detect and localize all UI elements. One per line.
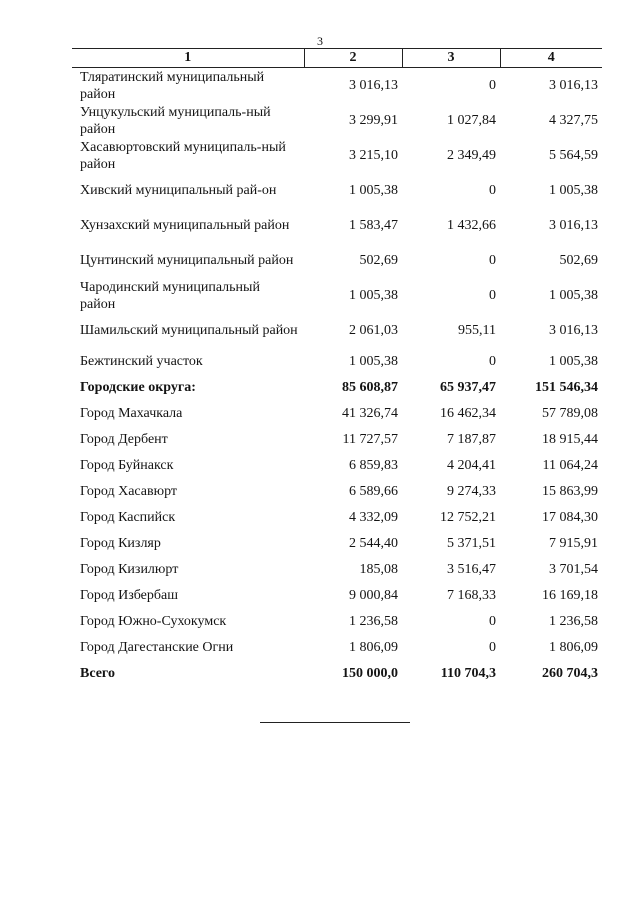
row-name-cell: Всего <box>80 665 115 681</box>
row-name-cell: Бежтинский участок <box>80 353 203 369</box>
column-header-4: 4 <box>500 49 602 68</box>
row-value-col2: 2 061,03 <box>349 323 398 338</box>
table-row <box>72 68 602 104</box>
table-row <box>72 348 602 374</box>
row-value-col2: 1 236,58 <box>349 613 398 629</box>
row-name-cell: Город Избербаш <box>80 587 178 603</box>
table-row <box>72 452 602 478</box>
table-row <box>72 504 602 530</box>
row-name-cell: Городские округа: <box>80 379 196 395</box>
table-header <box>72 49 602 68</box>
row-value-col2: 1 005,38 <box>349 353 398 369</box>
table-row <box>72 582 602 608</box>
row-value-col4: 4 327,75 <box>549 113 598 128</box>
closing-rule <box>260 722 410 723</box>
table-row <box>72 313 602 348</box>
row-value-col2: 2 544,40 <box>349 535 398 551</box>
row-value-col4: 3 016,13 <box>549 323 598 338</box>
row-name-cell: Чародинский муниципальный район <box>80 279 260 312</box>
row-name-cell: Хунзахский муниципальный район <box>80 218 290 233</box>
row-value-col2: 3 016,13 <box>349 78 398 93</box>
table-row <box>72 278 602 313</box>
table-row <box>72 478 602 504</box>
row-value-col3: 7 168,33 <box>447 587 496 603</box>
row-value-col4: 1 005,38 <box>549 183 598 198</box>
table-row <box>72 530 602 556</box>
row-value-col2: 1 005,38 <box>349 183 398 198</box>
row-value-col4: 15 863,99 <box>542 483 598 499</box>
row-name-cell: Город Каспийск <box>80 509 176 525</box>
row-name-cell: Город Кизляр <box>80 535 161 551</box>
row-value-col2: 150 000,0 <box>342 665 398 681</box>
row-value-col2: 1 005,38 <box>349 288 398 303</box>
row-value-col4: 17 084,30 <box>542 509 598 525</box>
row-value-col4: 260 704,3 <box>542 665 598 681</box>
row-value-col2: 3 215,10 <box>349 148 398 163</box>
table-row <box>72 173 602 208</box>
row-value-col3: 0 <box>489 639 496 655</box>
row-value-col3: 7 187,87 <box>447 431 496 447</box>
row-name-cell: Цунтинский муниципальный район <box>80 253 294 268</box>
row-value-col2: 9 000,84 <box>349 587 398 603</box>
table-row <box>72 556 602 582</box>
row-value-col4: 18 915,44 <box>542 431 598 447</box>
row-name-cell: Хасавюртовский муниципаль-ный район <box>80 139 286 172</box>
row-value-col2: 1 806,09 <box>349 639 398 655</box>
table-row <box>72 138 602 173</box>
row-value-col3: 0 <box>489 613 496 629</box>
row-value-col3: 0 <box>489 78 496 93</box>
row-value-col2: 502,69 <box>359 253 398 268</box>
row-name-cell: Город Дербент <box>80 431 168 447</box>
allocation-table <box>72 48 602 686</box>
row-value-col3: 1 432,66 <box>447 218 496 233</box>
row-value-col3: 3 516,47 <box>447 561 496 577</box>
row-value-col2: 3 299,91 <box>349 113 398 128</box>
row-value-col3: 12 752,21 <box>440 509 496 525</box>
row-value-col3: 110 704,3 <box>440 665 496 681</box>
row-value-col4: 5 564,59 <box>549 148 598 163</box>
page-number: 3 <box>317 34 323 48</box>
column-header-1: 1 <box>72 49 304 68</box>
table-row <box>72 103 602 138</box>
row-value-col3: 0 <box>489 183 496 198</box>
row-value-col4: 151 546,34 <box>535 379 598 395</box>
row-name-cell: Тляратинский муниципальный район <box>80 69 265 102</box>
row-value-col4: 1 005,38 <box>549 353 598 369</box>
row-value-col4: 7 915,91 <box>549 535 598 551</box>
row-value-col3: 65 937,47 <box>440 379 496 395</box>
row-value-col3: 0 <box>489 353 496 369</box>
table-row <box>72 208 602 243</box>
row-value-col3: 16 462,34 <box>440 405 496 421</box>
row-name-cell: Унцукульский муниципаль-ный район <box>80 104 271 137</box>
row-value-col2: 41 326,74 <box>342 405 398 421</box>
row-value-col2: 185,08 <box>359 561 398 577</box>
row-name-cell: Город Буйнакск <box>80 457 174 473</box>
row-value-col2: 85 608,87 <box>342 379 398 395</box>
row-value-col3: 2 349,49 <box>447 148 496 163</box>
row-value-col4: 1 236,58 <box>549 613 598 629</box>
table-row <box>72 243 602 278</box>
table-row <box>72 608 602 634</box>
row-value-col4: 502,69 <box>559 253 598 268</box>
row-value-col2: 11 727,57 <box>342 431 398 447</box>
table-row <box>72 400 602 426</box>
row-name-cell: Город Дагестанские Огни <box>80 639 234 655</box>
row-value-col4: 1 005,38 <box>549 288 598 303</box>
row-name-cell: Город Хасавюрт <box>80 483 178 499</box>
row-name-cell: Шамильский муниципальный район <box>80 323 298 338</box>
table-row-total <box>72 660 602 686</box>
row-value-col4: 3 701,54 <box>549 561 598 577</box>
row-name-cell: Город Кизилюрт <box>80 561 179 577</box>
row-value-col3: 955,11 <box>458 323 496 338</box>
row-value-col3: 0 <box>489 288 496 303</box>
row-value-col4: 3 016,13 <box>549 218 598 233</box>
row-value-col3: 9 274,33 <box>447 483 496 499</box>
row-value-col3: 4 204,41 <box>447 457 496 473</box>
row-value-col3: 5 371,51 <box>447 535 496 551</box>
header-row <box>72 49 602 68</box>
row-name-cell: Город Махачкала <box>80 405 183 421</box>
row-value-col3: 0 <box>489 253 496 268</box>
row-value-col2: 6 589,66 <box>349 483 398 499</box>
row-value-col4: 57 789,08 <box>542 405 598 421</box>
row-value-col2: 6 859,83 <box>349 457 398 473</box>
row-value-col2: 1 583,47 <box>349 218 398 233</box>
row-value-col4: 11 064,24 <box>542 457 598 473</box>
table-row <box>72 634 602 660</box>
row-value-col4: 1 806,09 <box>549 639 598 655</box>
row-value-col4: 3 016,13 <box>549 78 598 93</box>
row-value-col2: 4 332,09 <box>349 509 398 525</box>
row-name-cell: Город Южно-Сухокумск <box>80 613 227 629</box>
row-value-col3: 1 027,84 <box>447 113 496 128</box>
column-header-2: 2 <box>304 49 402 68</box>
allocation-table-container <box>72 48 602 686</box>
column-header-3: 3 <box>402 49 500 68</box>
row-value-col4: 16 169,18 <box>542 587 598 603</box>
row-name-cell: Хивский муниципальный рай-он <box>80 183 277 198</box>
table-row <box>72 426 602 452</box>
table-row-total <box>72 374 602 400</box>
table-body <box>72 68 602 687</box>
